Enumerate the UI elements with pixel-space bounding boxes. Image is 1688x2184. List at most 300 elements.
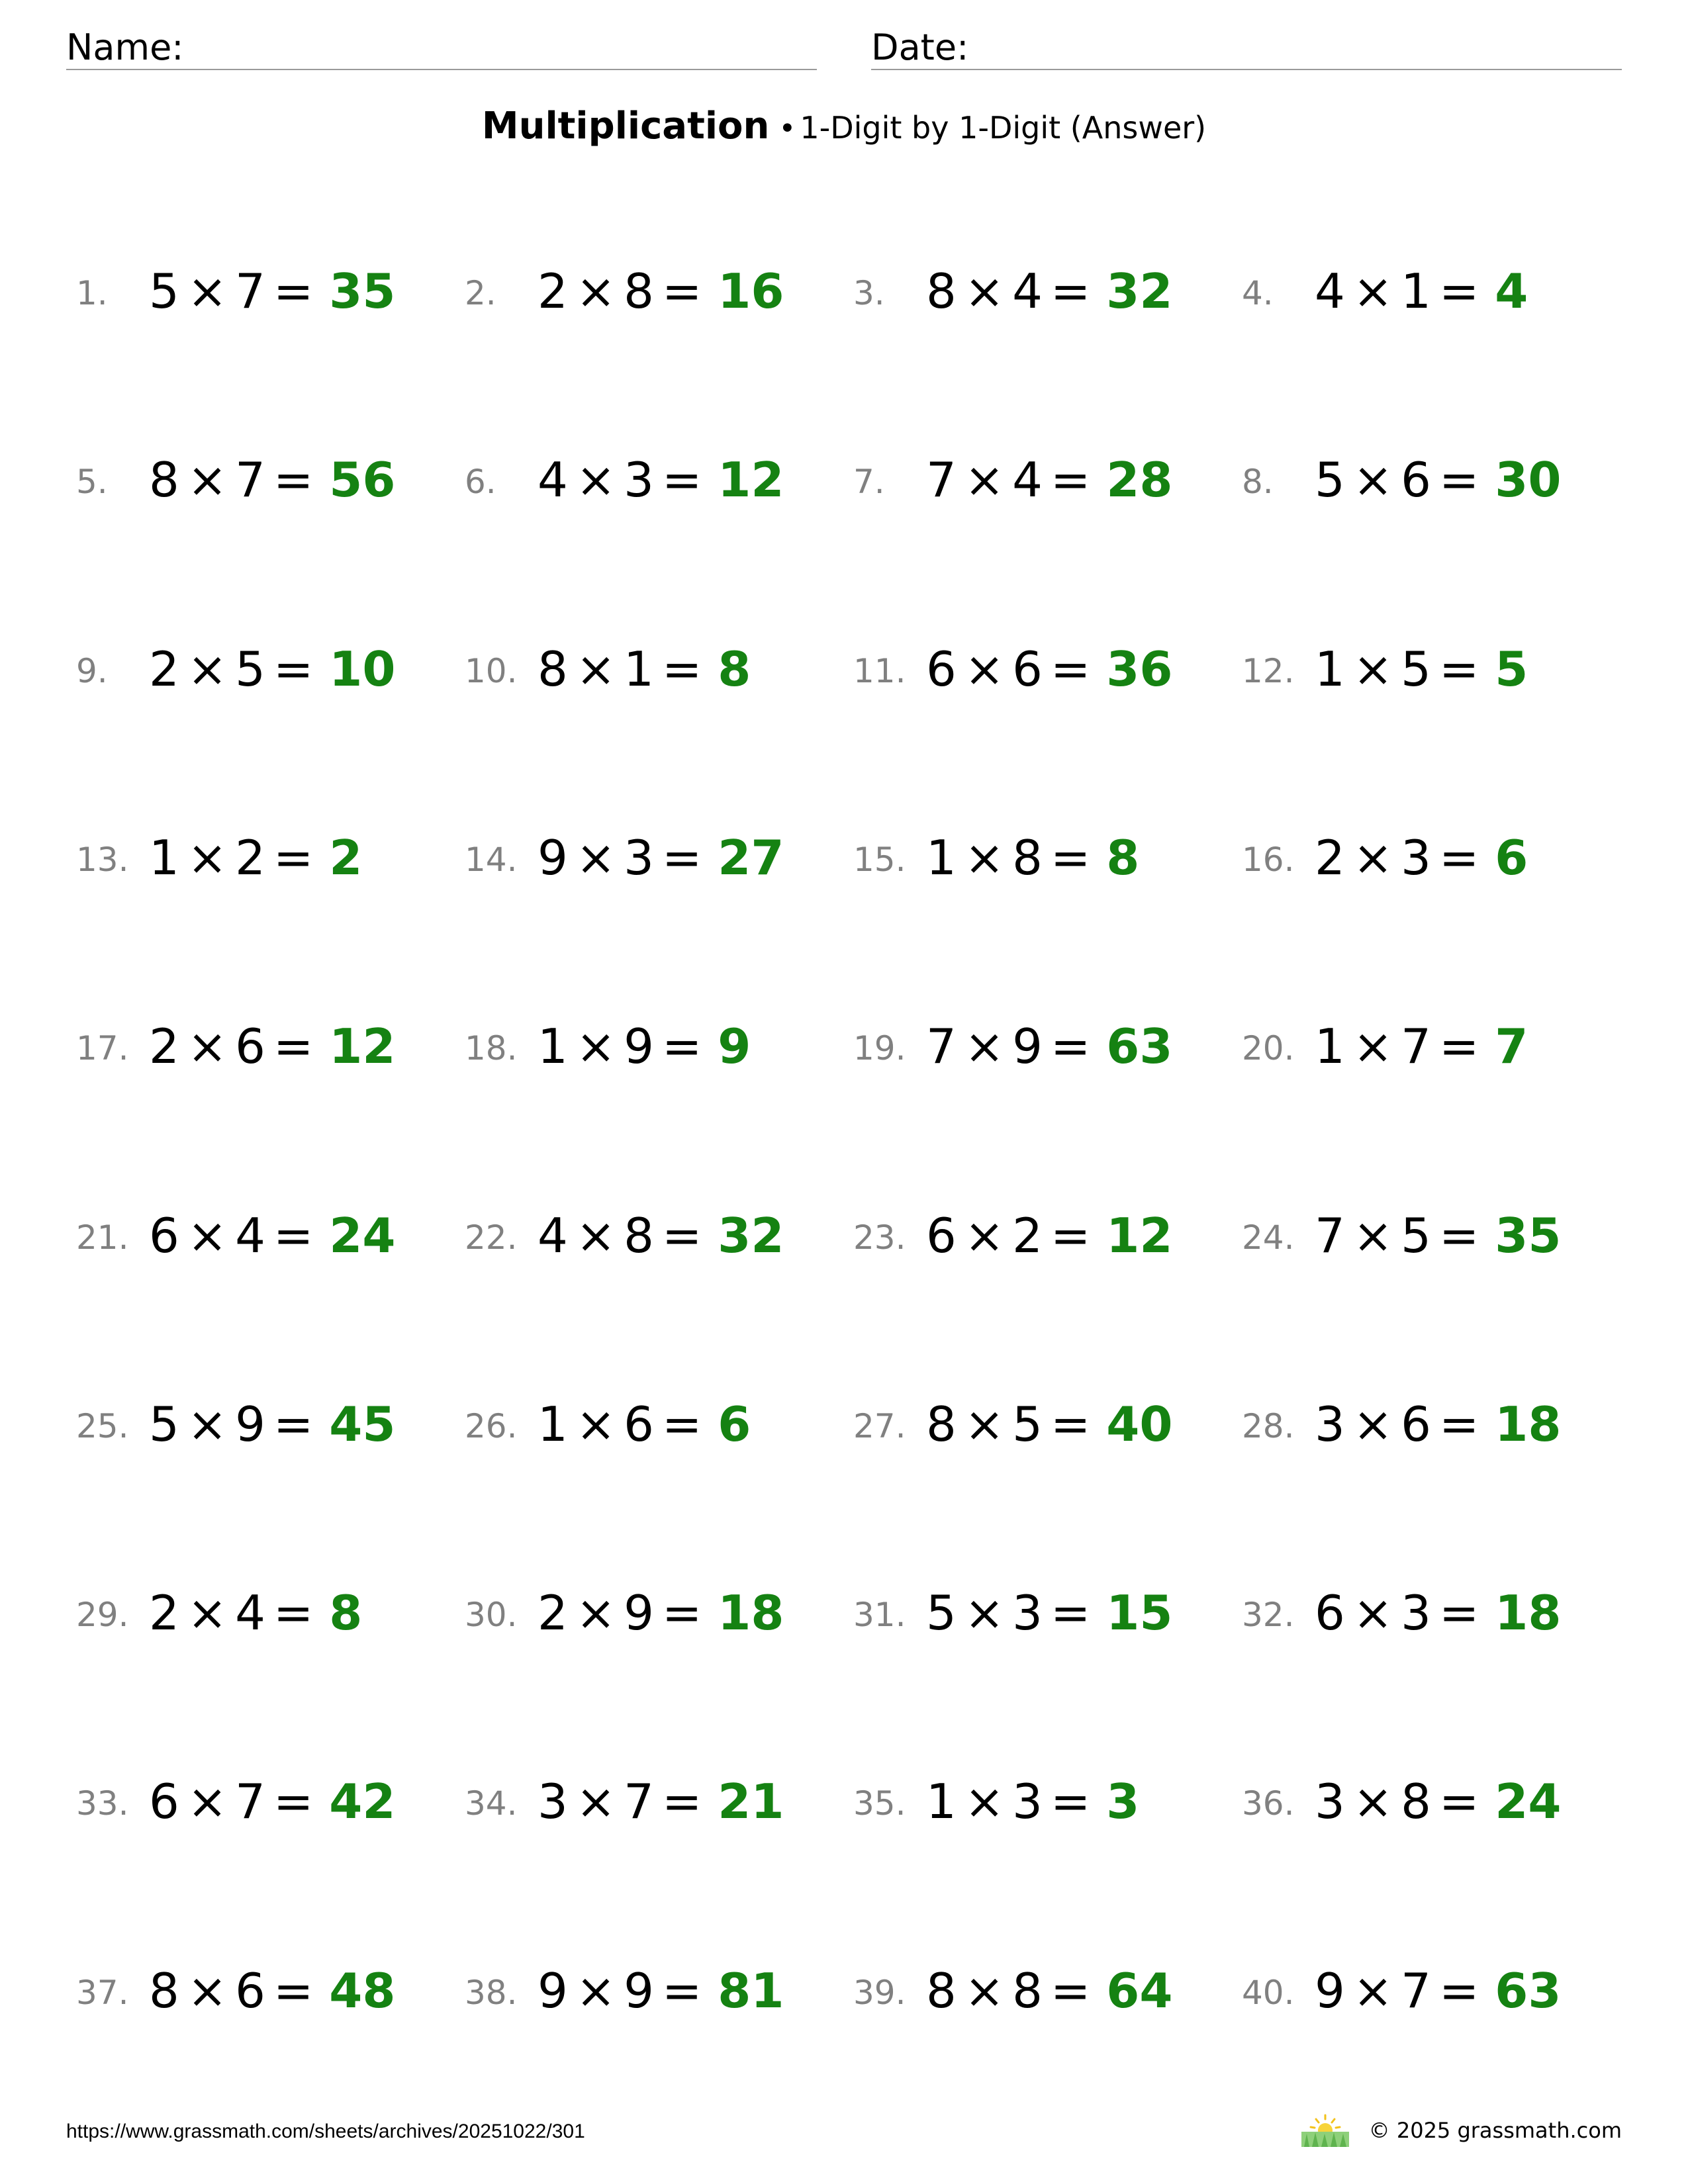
problem-expression [1315,263,1528,319]
times-symbol: × [1352,1774,1393,1829]
equals-symbol: = [273,1019,314,1074]
equals-symbol: = [273,263,314,319]
times-symbol: × [964,830,1005,886]
problem-number: 13. [76,841,129,879]
equals-symbol: = [1050,1019,1091,1074]
times-symbol: × [575,830,616,886]
grass-sun-logo-icon [1301,2114,1349,2147]
equals-symbol: = [1438,1396,1479,1452]
answer: 24 [1495,1774,1562,1829]
problem-expression [149,452,395,508]
problem-expression [926,1396,1172,1452]
factor-b: 3 [1401,1585,1431,1641]
answer: 2 [329,830,363,886]
answer: 15 [1106,1585,1173,1641]
problem-number: 3. [853,274,885,312]
times-symbol: × [187,1963,228,2019]
times-symbol: × [1352,263,1393,319]
answer: 18 [1495,1585,1562,1641]
times-symbol: × [964,263,1005,319]
equals-symbol: = [661,1585,702,1641]
problem-number: 25. [76,1407,129,1445]
equals-symbol: = [1438,1019,1479,1074]
answer: 28 [1106,452,1173,508]
problem-expression [149,263,395,319]
factor-a: 8 [926,1963,957,2019]
factor-a: 4 [538,452,568,508]
answer: 21 [718,1774,784,1829]
problem-item [465,440,835,520]
factor-b: 2 [1012,1208,1043,1263]
factor-a: 9 [538,830,568,886]
factor-a: 1 [1315,641,1345,697]
times-symbol: × [575,452,616,508]
problem-expression [149,1019,395,1074]
equals-symbol: = [1050,452,1091,508]
problem-number: 9. [76,652,108,690]
problem-number: 35. [853,1784,906,1823]
factor-a: 5 [1315,452,1345,508]
factor-b: 9 [624,1019,654,1074]
problem-item [1242,1573,1613,1653]
times-symbol: × [1352,1963,1393,2019]
equals-symbol: = [661,1774,702,1829]
factor-b: 4 [1012,452,1043,508]
problem-item [76,440,447,520]
answer: 56 [329,452,396,508]
factor-b: 5 [235,641,265,697]
problem-item [465,1007,835,1086]
problem-item [465,1196,835,1275]
times-symbol: × [964,452,1005,508]
factor-b: 2 [235,830,265,886]
problem-number: 17. [76,1029,129,1068]
factor-a: 8 [538,641,568,697]
times-symbol: × [575,1774,616,1829]
equals-symbol: = [661,830,702,886]
factor-b: 6 [1401,452,1431,508]
factor-a: 5 [149,1396,179,1452]
equals-symbol: = [1438,830,1479,886]
title-subtitle: 1-Digit by 1-Digit (Answer) [800,110,1207,146]
factor-b: 1 [1401,263,1431,319]
problem-expression [538,1208,784,1263]
name-field[interactable] [66,24,817,70]
factor-a: 2 [1315,830,1345,886]
equals-symbol: = [661,1208,702,1263]
equals-symbol: = [661,641,702,697]
equals-symbol: = [273,1396,314,1452]
factor-b: 8 [1012,830,1043,886]
problem-number: 28. [1242,1407,1295,1445]
factor-b: 9 [624,1963,654,2019]
equals-symbol: = [1050,1963,1091,2019]
answer: 5 [1495,641,1528,697]
times-symbol: × [187,452,228,508]
factor-b: 3 [1012,1774,1043,1829]
problem-item [76,1196,447,1275]
factor-b: 4 [235,1208,265,1263]
answer: 63 [1106,1019,1173,1074]
factor-b: 5 [1012,1396,1043,1452]
problem-item [1242,1196,1613,1275]
factor-a: 1 [149,830,179,886]
answer: 35 [329,263,396,319]
problem-expression [149,1585,362,1641]
problem-item [76,1385,447,1464]
times-symbol: × [1352,641,1393,697]
factor-b: 5 [1401,641,1431,697]
answer: 8 [1106,830,1140,886]
equals-symbol: = [1050,1396,1091,1452]
factor-a: 6 [926,641,957,697]
answer: 12 [329,1019,396,1074]
answer: 7 [1495,1019,1528,1074]
problem-expression [926,263,1172,319]
times-symbol: × [575,1019,616,1074]
problem-number: 5. [76,463,108,501]
factor-a: 8 [149,452,179,508]
problem-expression [149,1963,395,2019]
problem-item [76,251,447,331]
factor-a: 2 [538,263,568,319]
problem-item [465,1573,835,1653]
factor-a: 6 [149,1208,179,1263]
problem-number: 12. [1242,652,1295,690]
problem-item [853,629,1224,709]
factor-a: 1 [926,1774,957,1829]
problem-item [465,1385,835,1464]
answer: 3 [1106,1774,1140,1829]
factor-a: 9 [538,1963,568,2019]
problem-item [1242,1762,1613,1841]
problem-expression [926,1774,1139,1829]
problem-item [1242,1007,1613,1086]
problem-number: 36. [1242,1784,1295,1823]
title-main: Multiplication [481,105,770,148]
answer: 27 [718,830,784,886]
factor-b: 9 [624,1585,654,1641]
problem-item [853,1762,1224,1841]
equals-symbol: = [1438,1585,1479,1641]
date-label: Date: [871,26,969,68]
factor-b: 3 [1012,1585,1043,1641]
factor-a: 6 [1315,1585,1345,1641]
footer-branding [1301,2114,1622,2147]
problem-expression [926,830,1139,886]
factor-b: 9 [235,1396,265,1452]
problem-item [1242,251,1613,331]
problem-number: 8. [1242,463,1274,501]
problem-number: 2. [465,274,496,312]
problem-expression [1315,1208,1561,1263]
equals-symbol: = [273,1585,314,1641]
problem-number: 1. [76,274,108,312]
answer: 40 [1106,1396,1173,1452]
problem-number: 32. [1242,1596,1295,1634]
answer: 18 [1495,1396,1562,1452]
problem-item [853,1573,1224,1653]
times-symbol: × [187,1208,228,1263]
problem-number: 4. [1242,274,1274,312]
problem-expression [538,1019,751,1074]
problem-number: 30. [465,1596,518,1634]
problem-item [853,440,1224,520]
problem-number: 18. [465,1029,518,1068]
factor-a: 6 [926,1208,957,1263]
factor-b: 8 [1401,1774,1431,1829]
answer: 63 [1495,1963,1562,2019]
equals-symbol: = [1438,1774,1479,1829]
problem-expression [538,830,784,886]
problem-item [1242,440,1613,520]
times-symbol: × [1352,1208,1393,1263]
factor-b: 4 [235,1585,265,1641]
problem-item [853,251,1224,331]
times-symbol: × [964,1396,1005,1452]
factor-b: 1 [624,641,654,697]
equals-symbol: = [273,830,314,886]
equals-symbol: = [1050,263,1091,319]
factor-b: 7 [1401,1963,1431,2019]
answer: 32 [718,1208,784,1263]
factor-a: 1 [1315,1019,1345,1074]
answer: 6 [718,1396,751,1452]
equals-symbol: = [1050,1208,1091,1263]
answer: 32 [1106,263,1173,319]
answer: 8 [329,1585,363,1641]
factor-b: 3 [624,830,654,886]
problem-item [853,818,1224,897]
factor-a: 8 [149,1963,179,2019]
answer: 24 [329,1208,396,1263]
problem-expression [926,1963,1172,2019]
problem-expression [1315,1963,1561,2019]
problem-expression [149,830,362,886]
answer: 12 [1106,1208,1173,1263]
times-symbol: × [575,263,616,319]
factor-a: 8 [926,1396,957,1452]
problem-expression [149,1396,395,1452]
factor-b: 8 [1012,1963,1043,2019]
problem-expression [1315,1396,1561,1452]
factor-b: 3 [1401,830,1431,886]
problem-item [465,629,835,709]
equals-symbol: = [1438,1208,1479,1263]
problem-expression [538,452,784,508]
problem-number: 31. [853,1596,906,1634]
factor-a: 1 [538,1019,568,1074]
problem-item [1242,1385,1613,1464]
factor-a: 7 [926,452,957,508]
equals-symbol: = [273,641,314,697]
factor-a: 8 [926,263,957,319]
equals-symbol: = [1438,263,1479,319]
problem-number: 16. [1242,841,1295,879]
factor-a: 9 [1315,1963,1345,2019]
problem-number: 26. [465,1407,518,1445]
problem-expression [149,1774,395,1829]
factor-b: 7 [624,1774,654,1829]
factor-b: 4 [1012,263,1043,319]
equals-symbol: = [661,263,702,319]
problem-number: 6. [465,463,496,501]
problem-expression [149,641,395,697]
date-field[interactable] [871,24,1622,70]
worksheet-title [0,105,1688,148]
problem-number: 7. [853,463,885,501]
equals-symbol: = [1050,830,1091,886]
equals-symbol: = [661,1019,702,1074]
answer: 8 [718,641,751,697]
title-separator: • [778,112,796,146]
problem-item [853,1007,1224,1086]
answer: 48 [329,1963,396,2019]
times-symbol: × [575,1208,616,1263]
answer: 35 [1495,1208,1562,1263]
problem-expression [1315,641,1528,697]
equals-symbol: = [1050,1585,1091,1641]
problem-item [76,1951,447,2030]
factor-b: 6 [235,1019,265,1074]
problem-expression [926,452,1172,508]
factor-a: 5 [149,263,179,319]
problem-number: 39. [853,1974,906,2012]
times-symbol: × [1352,452,1393,508]
problem-expression [926,1585,1172,1641]
name-label: Name: [66,26,184,68]
problem-item [76,629,447,709]
factor-b: 6 [1012,641,1043,697]
factor-a: 4 [1315,263,1345,319]
times-symbol: × [575,1585,616,1641]
times-symbol: × [964,1585,1005,1641]
problem-number: 29. [76,1596,129,1634]
footer-url[interactable]: https://www.grassmath.com/sheets/archives/20251022/301 [66,2120,585,2142]
problem-number: 34. [465,1784,518,1823]
equals-symbol: = [1438,1963,1479,2019]
factor-a: 1 [538,1396,568,1452]
factor-b: 9 [1012,1019,1043,1074]
problem-number: 27. [853,1407,906,1445]
answer: 6 [1495,830,1528,886]
problem-expression [538,1396,751,1452]
problem-number: 19. [853,1029,906,1068]
problem-number: 33. [76,1784,129,1823]
factor-a: 2 [538,1585,568,1641]
times-symbol: × [1352,1585,1393,1641]
times-symbol: × [187,1019,228,1074]
answer: 36 [1106,641,1173,697]
problem-number: 11. [853,652,906,690]
times-symbol: × [964,641,1005,697]
answer: 18 [718,1585,784,1641]
times-symbol: × [964,1019,1005,1074]
factor-a: 2 [149,641,179,697]
factor-a: 3 [1315,1774,1345,1829]
problem-item [76,1762,447,1841]
factor-a: 3 [538,1774,568,1829]
problem-expression [538,1963,784,2019]
factor-a: 7 [926,1019,957,1074]
problem-expression [1315,1585,1561,1641]
times-symbol: × [187,1774,228,1829]
times-symbol: × [187,263,228,319]
times-symbol: × [964,1774,1005,1829]
equals-symbol: = [273,1774,314,1829]
problem-item [465,1951,835,2030]
equals-symbol: = [1050,641,1091,697]
equals-symbol: = [273,1963,314,2019]
problem-number: 38. [465,1974,518,2012]
factor-b: 6 [235,1963,265,2019]
footer-copyright: © 2025 grassmath.com [1368,2118,1622,2143]
times-symbol: × [575,1396,616,1452]
problem-expression [149,1208,395,1263]
answer: 64 [1106,1963,1173,2019]
times-symbol: × [1352,1019,1393,1074]
problem-item [465,1762,835,1841]
answer: 9 [718,1019,751,1074]
problem-expression [538,1774,784,1829]
equals-symbol: = [1438,641,1479,697]
equals-symbol: = [661,1396,702,1452]
factor-b: 7 [1401,1019,1431,1074]
equals-symbol: = [273,452,314,508]
factor-b: 7 [235,452,265,508]
problem-expression [926,1019,1172,1074]
times-symbol: × [187,1585,228,1641]
factor-a: 7 [1315,1208,1345,1263]
problem-number: 22. [465,1218,518,1257]
factor-a: 6 [149,1774,179,1829]
factor-b: 8 [624,263,654,319]
answer: 4 [1495,263,1528,319]
factor-b: 5 [1401,1208,1431,1263]
problem-expression [538,641,751,697]
problem-expression [538,263,784,319]
times-symbol: × [575,1963,616,2019]
factor-a: 3 [1315,1396,1345,1452]
times-symbol: × [575,641,616,697]
problem-item [853,1385,1224,1464]
times-symbol: × [187,641,228,697]
equals-symbol: = [273,1208,314,1263]
factor-a: 1 [926,830,957,886]
factor-a: 5 [926,1585,957,1641]
answer: 45 [329,1396,396,1452]
answer: 30 [1495,452,1562,508]
problem-item [465,251,835,331]
equals-symbol: = [661,1963,702,2019]
problem-item [76,1007,447,1086]
problem-number: 14. [465,841,518,879]
problem-expression [1315,1019,1528,1074]
answer: 10 [329,641,396,697]
factor-b: 6 [1401,1396,1431,1452]
answer: 81 [718,1963,784,2019]
problem-item [1242,629,1613,709]
factor-a: 4 [538,1208,568,1263]
problem-number: 24. [1242,1218,1295,1257]
times-symbol: × [187,1396,228,1452]
answer: 42 [329,1774,396,1829]
factor-b: 7 [235,263,265,319]
problem-item [853,1196,1224,1275]
factor-b: 7 [235,1774,265,1829]
problem-item [76,818,447,897]
problem-item [76,1573,447,1653]
